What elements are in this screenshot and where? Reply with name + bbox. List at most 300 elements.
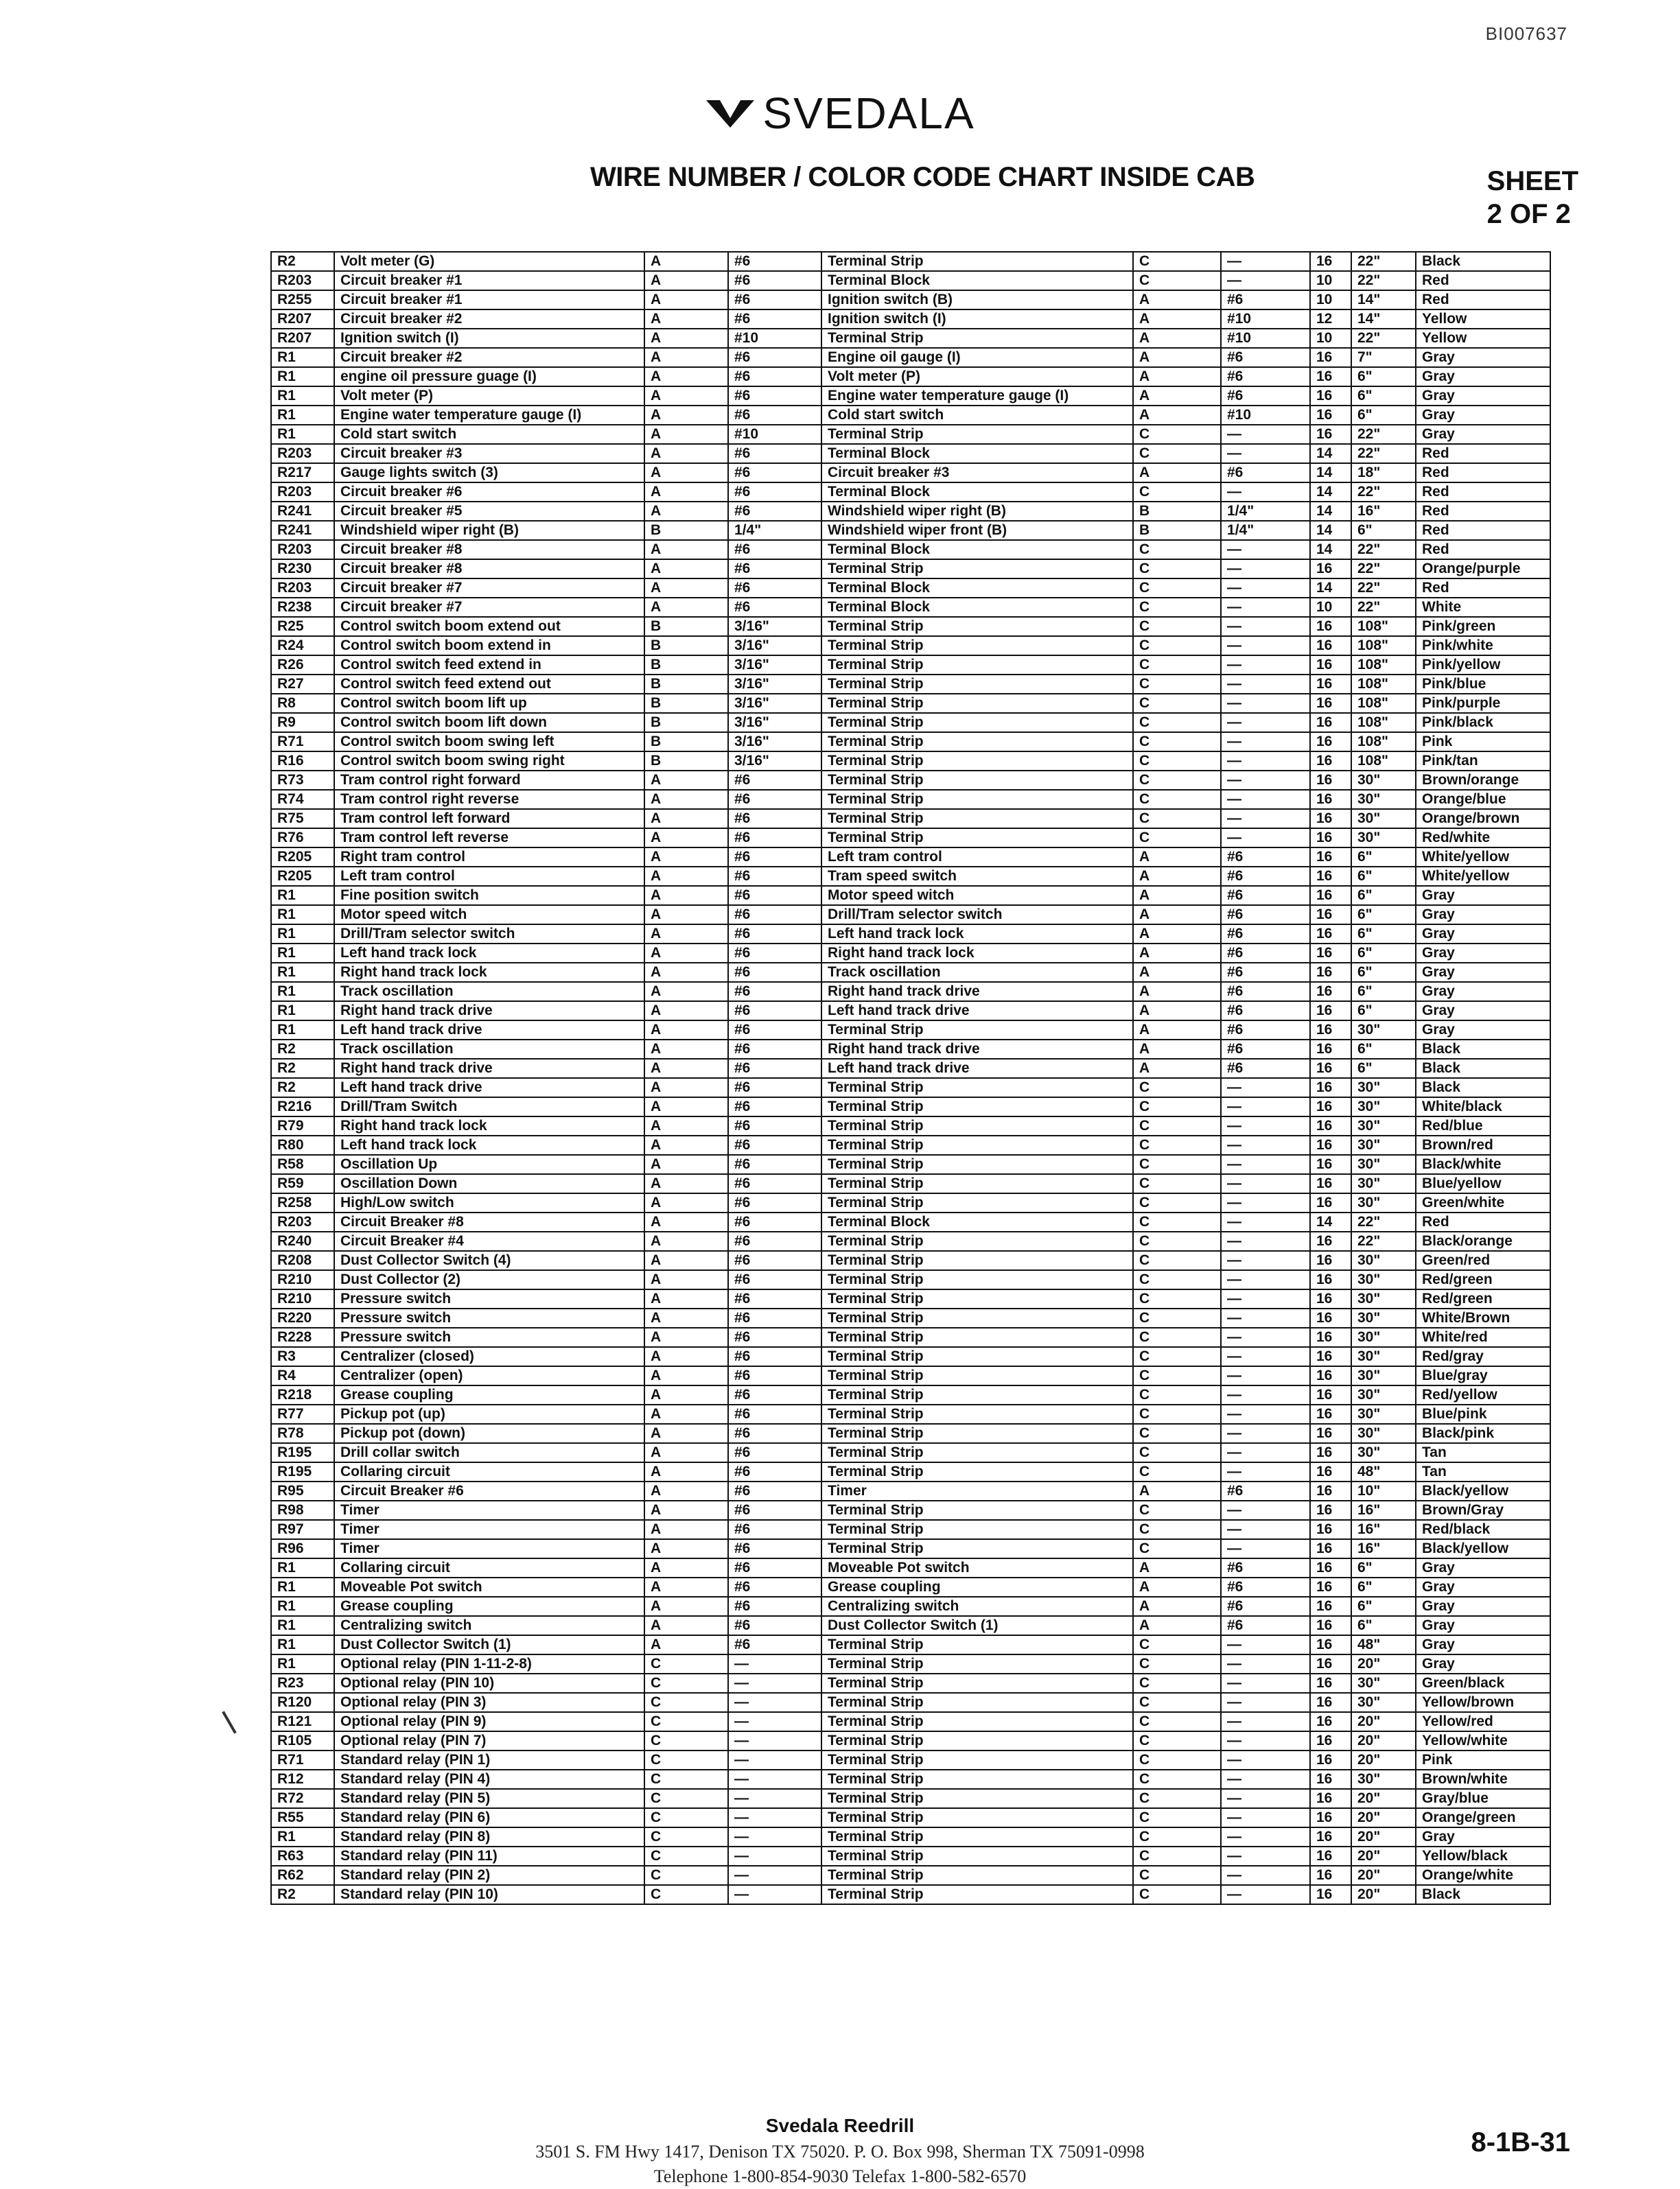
wire-color-cell: Gray bbox=[1416, 1827, 1550, 1847]
from-device-cell: Pickup pot (up) bbox=[334, 1405, 644, 1424]
from-terminal-type-cell: A bbox=[644, 271, 728, 290]
to-terminal-type-cell: C bbox=[1133, 1347, 1221, 1366]
wire-number-cell: R220 bbox=[271, 1309, 334, 1328]
to-terminal-size-cell: — bbox=[1221, 1866, 1310, 1885]
wire-number-cell: R205 bbox=[271, 847, 334, 867]
to-device-cell: Terminal Strip bbox=[821, 1443, 1133, 1462]
from-device-cell: Left tram control bbox=[334, 867, 644, 886]
wire-gauge-cell: 16 bbox=[1310, 1539, 1351, 1558]
footer-company: Svedala Reedrill bbox=[765, 2115, 915, 2136]
table-row bbox=[271, 1366, 1550, 1385]
wire-color-cell: Black/yellow bbox=[1416, 1482, 1550, 1501]
wire-length-cell: 108" bbox=[1351, 675, 1416, 694]
from-device-cell: Track oscillation bbox=[334, 982, 644, 1001]
wire-number-cell: R27 bbox=[271, 675, 334, 694]
to-terminal-type-cell: C bbox=[1133, 1520, 1221, 1539]
from-terminal-size-cell: #6 bbox=[728, 1635, 821, 1654]
to-terminal-type-cell: C bbox=[1133, 636, 1221, 655]
to-terminal-size-cell: — bbox=[1221, 1674, 1310, 1693]
table-row bbox=[271, 1654, 1550, 1674]
to-device-cell: Terminal Strip bbox=[821, 1385, 1133, 1405]
from-terminal-type-cell: A bbox=[644, 348, 728, 367]
wire-number-cell: R76 bbox=[271, 828, 334, 847]
wire-gauge-cell: 16 bbox=[1310, 348, 1351, 367]
from-terminal-type-cell: A bbox=[644, 1558, 728, 1578]
wire-gauge-cell: 16 bbox=[1310, 1116, 1351, 1136]
from-device-cell: Optional relay (PIN 7) bbox=[334, 1731, 644, 1751]
from-device-cell: Fine position switch bbox=[334, 886, 644, 905]
wire-color-cell: Brown/red bbox=[1416, 1136, 1550, 1155]
from-device-cell: Circuit breaker #7 bbox=[334, 578, 644, 598]
from-terminal-size-cell: #6 bbox=[728, 444, 821, 463]
from-device-cell: Timer bbox=[334, 1501, 644, 1520]
from-terminal-size-cell: #6 bbox=[728, 1366, 821, 1385]
from-device-cell: Circuit breaker #2 bbox=[334, 309, 644, 329]
wire-length-cell: 30" bbox=[1351, 1443, 1416, 1462]
wire-gauge-cell: 12 bbox=[1310, 309, 1351, 329]
wire-gauge-cell: 16 bbox=[1310, 809, 1351, 828]
wire-number-cell: R258 bbox=[271, 1193, 334, 1213]
to-terminal-type-cell: C bbox=[1133, 1674, 1221, 1693]
to-device-cell: Terminal Strip bbox=[821, 425, 1133, 444]
from-terminal-size-cell: #6 bbox=[728, 367, 821, 386]
table-row bbox=[271, 1289, 1550, 1309]
wire-color-cell: Black bbox=[1416, 252, 1550, 271]
wire-color-cell: Red bbox=[1416, 271, 1550, 290]
from-terminal-size-cell: #6 bbox=[728, 1136, 821, 1155]
to-terminal-type-cell: C bbox=[1133, 1443, 1221, 1462]
from-terminal-size-cell: #6 bbox=[728, 290, 821, 309]
table-row bbox=[271, 1251, 1550, 1270]
wire-color-cell: Pink/black bbox=[1416, 713, 1550, 732]
from-device-cell: Control switch boom lift down bbox=[334, 713, 644, 732]
to-terminal-type-cell: C bbox=[1133, 751, 1221, 771]
from-terminal-size-cell: #6 bbox=[728, 1289, 821, 1309]
wire-length-cell: 30" bbox=[1351, 1289, 1416, 1309]
wire-color-cell: Red bbox=[1416, 540, 1550, 559]
to-terminal-size-cell: — bbox=[1221, 1635, 1310, 1654]
to-terminal-size-cell: #6 bbox=[1221, 386, 1310, 406]
wire-number-cell: R203 bbox=[271, 540, 334, 559]
wire-color-cell: Tan bbox=[1416, 1462, 1550, 1482]
wire-length-cell: 30" bbox=[1351, 809, 1416, 828]
to-device-cell: Left hand track drive bbox=[821, 1059, 1133, 1078]
wire-length-cell: 108" bbox=[1351, 713, 1416, 732]
table-row bbox=[271, 1674, 1550, 1693]
wire-number-cell: R195 bbox=[271, 1443, 334, 1462]
wire-length-cell: 6" bbox=[1351, 1597, 1416, 1616]
from-terminal-type-cell: A bbox=[644, 1116, 728, 1136]
wire-gauge-cell: 16 bbox=[1310, 867, 1351, 886]
from-device-cell: Circuit Breaker #8 bbox=[334, 1213, 644, 1232]
to-terminal-type-cell: C bbox=[1133, 1539, 1221, 1558]
wire-gauge-cell: 16 bbox=[1310, 425, 1351, 444]
from-device-cell: Pressure switch bbox=[334, 1289, 644, 1309]
to-terminal-size-cell: #6 bbox=[1221, 886, 1310, 905]
wire-length-cell: 20" bbox=[1351, 1847, 1416, 1866]
to-terminal-type-cell: A bbox=[1133, 406, 1221, 425]
table-row bbox=[271, 1866, 1550, 1885]
to-terminal-type-cell: A bbox=[1133, 982, 1221, 1001]
from-terminal-size-cell: #6 bbox=[728, 1539, 821, 1558]
sheet-line-1: SHEET bbox=[1486, 166, 1578, 196]
from-terminal-size-cell: 3/16" bbox=[728, 655, 821, 675]
table-row bbox=[271, 271, 1550, 290]
to-device-cell: Terminal Block bbox=[821, 540, 1133, 559]
to-device-cell: Terminal Strip bbox=[821, 1462, 1133, 1482]
to-terminal-type-cell: A bbox=[1133, 924, 1221, 944]
from-device-cell: Standard relay (PIN 10) bbox=[334, 1885, 644, 1904]
to-terminal-type-cell: C bbox=[1133, 559, 1221, 578]
wire-color-cell: Black/pink bbox=[1416, 1424, 1550, 1443]
to-device-cell: Terminal Strip bbox=[821, 1116, 1133, 1136]
to-terminal-type-cell: C bbox=[1133, 1693, 1221, 1712]
wire-number-cell: R12 bbox=[271, 1770, 334, 1789]
to-terminal-type-cell: A bbox=[1133, 886, 1221, 905]
table-row bbox=[271, 1712, 1550, 1731]
to-device-cell: Terminal Strip bbox=[821, 751, 1133, 771]
to-terminal-type-cell: C bbox=[1133, 1654, 1221, 1674]
to-device-cell: Terminal Strip bbox=[821, 828, 1133, 847]
to-terminal-size-cell: #6 bbox=[1221, 867, 1310, 886]
to-terminal-size-cell: — bbox=[1221, 1731, 1310, 1751]
wire-color-cell: Red bbox=[1416, 578, 1550, 598]
to-terminal-type-cell: C bbox=[1133, 1155, 1221, 1174]
wire-number-cell: R1 bbox=[271, 963, 334, 982]
wire-number-cell: R23 bbox=[271, 1674, 334, 1693]
wire-length-cell: 14" bbox=[1351, 290, 1416, 309]
wire-color-cell: Black bbox=[1416, 1040, 1550, 1059]
to-terminal-type-cell: C bbox=[1133, 1213, 1221, 1232]
table-row bbox=[271, 1174, 1550, 1193]
to-terminal-type-cell: A bbox=[1133, 309, 1221, 329]
from-terminal-size-cell: #6 bbox=[728, 386, 821, 406]
from-device-cell: Control switch feed extend in bbox=[334, 655, 644, 675]
to-terminal-size-cell: — bbox=[1221, 1501, 1310, 1520]
wire-color-cell: Orange/green bbox=[1416, 1808, 1550, 1827]
to-device-cell: Left hand track drive bbox=[821, 1001, 1133, 1020]
from-terminal-size-cell: #6 bbox=[728, 1097, 821, 1116]
from-terminal-type-cell: C bbox=[644, 1731, 728, 1751]
wire-length-cell: 22" bbox=[1351, 271, 1416, 290]
wire-number-cell: R77 bbox=[271, 1405, 334, 1424]
from-device-cell: Track oscillation bbox=[334, 1040, 644, 1059]
wire-gauge-cell: 16 bbox=[1310, 886, 1351, 905]
wire-number-cell: R1 bbox=[271, 348, 334, 367]
wire-gauge-cell: 16 bbox=[1310, 367, 1351, 386]
wire-color-cell: Red/yellow bbox=[1416, 1385, 1550, 1405]
to-terminal-size-cell: — bbox=[1221, 1693, 1310, 1712]
from-device-cell: Grease coupling bbox=[334, 1385, 644, 1405]
to-terminal-size-cell: — bbox=[1221, 1539, 1310, 1558]
to-terminal-size-cell: — bbox=[1221, 559, 1310, 578]
from-terminal-size-cell: #6 bbox=[728, 271, 821, 290]
wire-gauge-cell: 16 bbox=[1310, 1059, 1351, 1078]
to-device-cell: Terminal Strip bbox=[821, 1347, 1133, 1366]
document-id: BI007637 bbox=[1485, 23, 1567, 44]
to-terminal-type-cell: C bbox=[1133, 444, 1221, 463]
wire-gauge-cell: 16 bbox=[1310, 1712, 1351, 1731]
from-terminal-type-cell: A bbox=[644, 1078, 728, 1097]
to-device-cell: Engine oil gauge (I) bbox=[821, 348, 1133, 367]
wire-color-cell: Gray bbox=[1416, 1654, 1550, 1674]
from-terminal-type-cell: A bbox=[644, 502, 728, 521]
to-terminal-type-cell: A bbox=[1133, 348, 1221, 367]
wire-color-cell: Black/orange bbox=[1416, 1232, 1550, 1251]
to-terminal-size-cell: #10 bbox=[1221, 406, 1310, 425]
from-terminal-type-cell: A bbox=[644, 1424, 728, 1443]
wire-color-cell: Green/red bbox=[1416, 1251, 1550, 1270]
table-row bbox=[271, 1693, 1550, 1712]
table-row bbox=[271, 1309, 1550, 1328]
wire-length-cell: 22" bbox=[1351, 578, 1416, 598]
to-terminal-size-cell: — bbox=[1221, 444, 1310, 463]
to-terminal-type-cell: C bbox=[1133, 578, 1221, 598]
from-terminal-type-cell: A bbox=[644, 1462, 728, 1482]
from-device-cell: Standard relay (PIN 5) bbox=[334, 1789, 644, 1808]
from-device-cell: Drill/Tram Switch bbox=[334, 1097, 644, 1116]
from-terminal-type-cell: A bbox=[644, 1270, 728, 1289]
from-device-cell: Engine water temperature gauge (I) bbox=[334, 406, 644, 425]
from-terminal-type-cell: C bbox=[644, 1827, 728, 1847]
wire-gauge-cell: 16 bbox=[1310, 1885, 1351, 1904]
to-terminal-type-cell: C bbox=[1133, 482, 1221, 502]
wire-number-cell: R121 bbox=[271, 1712, 334, 1731]
wire-length-cell: 30" bbox=[1351, 1347, 1416, 1366]
to-device-cell: Circuit breaker #3 bbox=[821, 463, 1133, 482]
wire-color-cell: Pink bbox=[1416, 732, 1550, 751]
from-device-cell: Circuit Breaker #6 bbox=[334, 1482, 644, 1501]
to-device-cell: Terminal Strip bbox=[821, 1270, 1133, 1289]
to-terminal-type-cell: C bbox=[1133, 1097, 1221, 1116]
wire-length-cell: 6" bbox=[1351, 944, 1416, 963]
wire-number-cell: R97 bbox=[271, 1520, 334, 1539]
wire-gauge-cell: 14 bbox=[1310, 463, 1351, 482]
to-device-cell: Right hand track lock bbox=[821, 944, 1133, 963]
table-row bbox=[271, 1789, 1550, 1808]
to-device-cell: Motor speed witch bbox=[821, 886, 1133, 905]
from-terminal-type-cell: B bbox=[644, 694, 728, 713]
wire-length-cell: 20" bbox=[1351, 1654, 1416, 1674]
to-terminal-type-cell: C bbox=[1133, 1712, 1221, 1731]
wire-length-cell: 30" bbox=[1351, 1424, 1416, 1443]
wire-gauge-cell: 16 bbox=[1310, 559, 1351, 578]
to-device-cell: Terminal Block bbox=[821, 271, 1133, 290]
wire-gauge-cell: 16 bbox=[1310, 1616, 1351, 1635]
to-device-cell: Terminal Strip bbox=[821, 809, 1133, 828]
from-terminal-size-cell: #6 bbox=[728, 559, 821, 578]
wire-color-cell: Gray bbox=[1416, 1558, 1550, 1578]
from-device-cell: Volt meter (P) bbox=[334, 386, 644, 406]
to-terminal-type-cell: A bbox=[1133, 1020, 1221, 1040]
from-terminal-type-cell: A bbox=[644, 1155, 728, 1174]
from-terminal-size-cell: #6 bbox=[728, 905, 821, 924]
from-device-cell: Control switch feed extend out bbox=[334, 675, 644, 694]
from-terminal-type-cell: A bbox=[644, 329, 728, 348]
to-device-cell: Terminal Strip bbox=[821, 1674, 1133, 1693]
to-terminal-size-cell: — bbox=[1221, 1520, 1310, 1539]
wire-number-cell: R96 bbox=[271, 1539, 334, 1558]
to-terminal-type-cell: A bbox=[1133, 1558, 1221, 1578]
from-device-cell: Tram control left forward bbox=[334, 809, 644, 828]
wire-number-cell: R58 bbox=[271, 1155, 334, 1174]
to-device-cell: Terminal Strip bbox=[821, 1097, 1133, 1116]
from-terminal-type-cell: A bbox=[644, 578, 728, 598]
table-row bbox=[271, 1347, 1550, 1366]
from-terminal-type-cell: A bbox=[644, 1597, 728, 1616]
to-terminal-type-cell: C bbox=[1133, 1136, 1221, 1155]
from-terminal-size-cell: #6 bbox=[728, 809, 821, 828]
from-terminal-size-cell: #6 bbox=[728, 482, 821, 502]
to-terminal-type-cell: C bbox=[1133, 790, 1221, 809]
wire-color-cell: Yellow/white bbox=[1416, 1731, 1550, 1751]
table-row bbox=[271, 1731, 1550, 1751]
table-row bbox=[271, 732, 1550, 751]
to-terminal-size-cell: #6 bbox=[1221, 1578, 1310, 1597]
wire-length-cell: 14" bbox=[1351, 309, 1416, 329]
from-terminal-type-cell: B bbox=[644, 617, 728, 636]
from-terminal-type-cell: A bbox=[644, 982, 728, 1001]
wire-gauge-cell: 16 bbox=[1310, 1366, 1351, 1385]
wire-number-cell: R2 bbox=[271, 1040, 334, 1059]
to-terminal-size-cell: — bbox=[1221, 1770, 1310, 1789]
wire-length-cell: 6" bbox=[1351, 521, 1416, 540]
to-terminal-size-cell: #6 bbox=[1221, 963, 1310, 982]
from-terminal-type-cell: A bbox=[644, 309, 728, 329]
table-row bbox=[271, 1808, 1550, 1827]
to-terminal-size-cell: — bbox=[1221, 1827, 1310, 1847]
wire-length-cell: 22" bbox=[1351, 1232, 1416, 1251]
wire-number-cell: R203 bbox=[271, 271, 334, 290]
wire-color-cell: Gray bbox=[1416, 367, 1550, 386]
to-terminal-size-cell: — bbox=[1221, 1328, 1310, 1347]
to-device-cell: Terminal Strip bbox=[821, 1424, 1133, 1443]
from-terminal-size-cell: #6 bbox=[728, 1597, 821, 1616]
table-row bbox=[271, 1116, 1550, 1136]
table-row bbox=[271, 348, 1550, 367]
to-terminal-size-cell: — bbox=[1221, 1808, 1310, 1827]
from-terminal-size-cell: 3/16" bbox=[728, 751, 821, 771]
wire-number-cell: R210 bbox=[271, 1289, 334, 1309]
from-device-cell: Circuit breaker #6 bbox=[334, 482, 644, 502]
wire-length-cell: 6" bbox=[1351, 367, 1416, 386]
to-terminal-size-cell: — bbox=[1221, 694, 1310, 713]
from-terminal-size-cell: #6 bbox=[728, 348, 821, 367]
from-device-cell: Collaring circuit bbox=[334, 1462, 644, 1482]
wire-color-cell: Orange/blue bbox=[1416, 790, 1550, 809]
wire-color-cell: Red/green bbox=[1416, 1270, 1550, 1289]
from-device-cell: High/Low switch bbox=[334, 1193, 644, 1213]
wire-number-cell: R217 bbox=[271, 463, 334, 482]
from-terminal-size-cell: #6 bbox=[728, 1347, 821, 1366]
table-row bbox=[271, 1827, 1550, 1847]
from-terminal-type-cell: B bbox=[644, 636, 728, 655]
to-terminal-type-cell: C bbox=[1133, 1174, 1221, 1193]
to-terminal-size-cell: — bbox=[1221, 617, 1310, 636]
from-terminal-type-cell: A bbox=[644, 1520, 728, 1539]
from-terminal-type-cell: A bbox=[644, 1020, 728, 1040]
from-terminal-type-cell: C bbox=[644, 1770, 728, 1789]
wire-gauge-cell: 16 bbox=[1310, 406, 1351, 425]
wire-gauge-cell: 10 bbox=[1310, 329, 1351, 348]
to-terminal-type-cell: C bbox=[1133, 1270, 1221, 1289]
to-terminal-size-cell: — bbox=[1221, 1751, 1310, 1770]
from-terminal-size-cell: #6 bbox=[728, 1270, 821, 1289]
to-terminal-size-cell: — bbox=[1221, 540, 1310, 559]
from-terminal-type-cell: B bbox=[644, 751, 728, 771]
from-terminal-type-cell: A bbox=[644, 944, 728, 963]
to-terminal-type-cell: C bbox=[1133, 675, 1221, 694]
table-row bbox=[271, 540, 1550, 559]
from-terminal-size-cell: — bbox=[728, 1847, 821, 1866]
wire-color-cell: Green/white bbox=[1416, 1193, 1550, 1213]
from-terminal-size-cell: #6 bbox=[728, 790, 821, 809]
wire-color-cell: Pink bbox=[1416, 1751, 1550, 1770]
table-row bbox=[271, 655, 1550, 675]
from-terminal-size-cell: #6 bbox=[728, 867, 821, 886]
wire-color-cell: Brown/orange bbox=[1416, 771, 1550, 790]
table-row bbox=[271, 905, 1550, 924]
wire-number-cell: R1 bbox=[271, 1827, 334, 1847]
from-device-cell: Control switch boom swing right bbox=[334, 751, 644, 771]
wire-gauge-cell: 16 bbox=[1310, 905, 1351, 924]
from-terminal-size-cell: #6 bbox=[728, 1309, 821, 1328]
wire-gauge-cell: 16 bbox=[1310, 982, 1351, 1001]
wire-gauge-cell: 16 bbox=[1310, 1020, 1351, 1040]
to-device-cell: Terminal Strip bbox=[821, 636, 1133, 655]
from-terminal-size-cell: #6 bbox=[728, 598, 821, 617]
table-row bbox=[271, 1424, 1550, 1443]
wire-length-cell: 6" bbox=[1351, 1558, 1416, 1578]
table-row bbox=[271, 290, 1550, 309]
from-terminal-type-cell: A bbox=[644, 598, 728, 617]
wire-number-cell: R218 bbox=[271, 1385, 334, 1405]
from-device-cell: Circuit breaker #8 bbox=[334, 559, 644, 578]
wire-length-cell: 22" bbox=[1351, 1213, 1416, 1232]
wire-number-cell: R203 bbox=[271, 444, 334, 463]
from-terminal-size-cell: #6 bbox=[728, 1424, 821, 1443]
to-device-cell: Terminal Strip bbox=[821, 1731, 1133, 1751]
table-row bbox=[271, 406, 1550, 425]
to-device-cell: Ignition switch (B) bbox=[821, 290, 1133, 309]
table-row bbox=[271, 751, 1550, 771]
to-terminal-size-cell: — bbox=[1221, 1116, 1310, 1136]
wire-length-cell: 6" bbox=[1351, 847, 1416, 867]
from-terminal-size-cell: 3/16" bbox=[728, 694, 821, 713]
to-device-cell: Terminal Strip bbox=[821, 1405, 1133, 1424]
wire-length-cell: 6" bbox=[1351, 1616, 1416, 1635]
table-row bbox=[271, 1136, 1550, 1155]
table-row bbox=[271, 1059, 1550, 1078]
to-terminal-type-cell: A bbox=[1133, 1578, 1221, 1597]
to-device-cell: Terminal Strip bbox=[821, 617, 1133, 636]
from-terminal-size-cell: — bbox=[728, 1751, 821, 1770]
table-row bbox=[271, 809, 1550, 828]
wire-length-cell: 22" bbox=[1351, 540, 1416, 559]
wire-color-cell: Gray bbox=[1416, 963, 1550, 982]
to-terminal-size-cell: — bbox=[1221, 1289, 1310, 1309]
to-terminal-type-cell: C bbox=[1133, 1462, 1221, 1482]
from-terminal-type-cell: A bbox=[644, 886, 728, 905]
wire-length-cell: 30" bbox=[1351, 1366, 1416, 1385]
wire-gauge-cell: 16 bbox=[1310, 924, 1351, 944]
from-terminal-type-cell: A bbox=[644, 1232, 728, 1251]
wire-number-cell: R1 bbox=[271, 905, 334, 924]
from-device-cell: Gauge lights switch (3) bbox=[334, 463, 644, 482]
table-row bbox=[271, 1635, 1550, 1654]
to-device-cell: Terminal Strip bbox=[821, 675, 1133, 694]
wire-length-cell: 10" bbox=[1351, 1482, 1416, 1501]
